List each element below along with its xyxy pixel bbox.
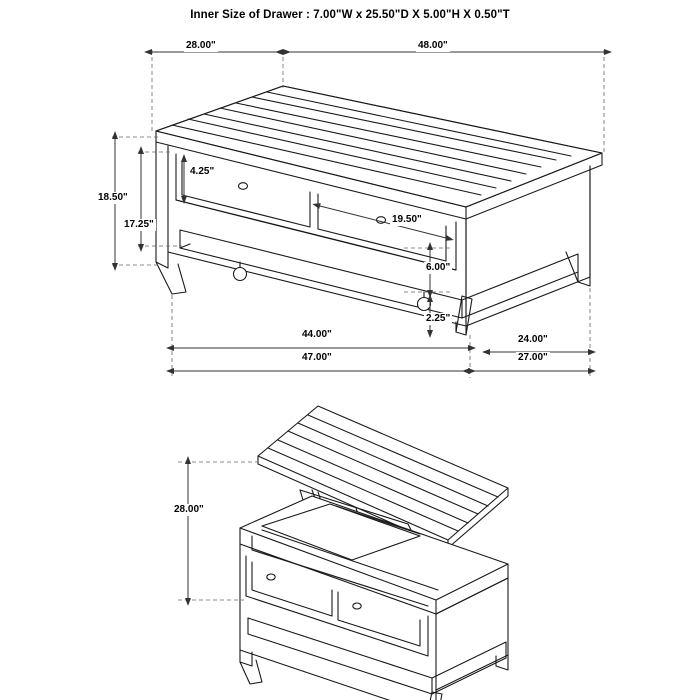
dimension-arrow-drawer-width xyxy=(320,206,446,238)
dimension-label-base-depth: 24.00" xyxy=(518,334,548,345)
dimension-label-clearance: 6.00" xyxy=(426,262,451,273)
page-title: Inner Size of Drawer : 7.00"W x 25.50"D X 5.00"H X 0.50"T xyxy=(190,9,510,21)
dimension-label-top-width: 48.00" xyxy=(418,40,448,51)
dimension-label-drawer-width: 19.50" xyxy=(392,214,422,225)
dimension-label-shelf-height: 17.25" xyxy=(124,219,154,230)
dimension-label-overall-depth: 27.00" xyxy=(518,352,548,363)
dimension-label-base-width: 44.00" xyxy=(302,329,332,340)
dimension-label-lift-height: 28.00" xyxy=(174,504,204,515)
closed-table-illustration xyxy=(156,86,602,335)
dimension-label-caster-height: 2.25" xyxy=(426,313,451,324)
dimension-label-drawer-height: 4.25" xyxy=(190,166,215,177)
lift-top-illustration xyxy=(240,406,508,700)
dimension-label-overall-height: 18.50" xyxy=(98,192,128,203)
dimension-label-top-depth: 28.00" xyxy=(186,40,216,51)
dimension-label-overall-width: 47.00" xyxy=(302,352,332,363)
